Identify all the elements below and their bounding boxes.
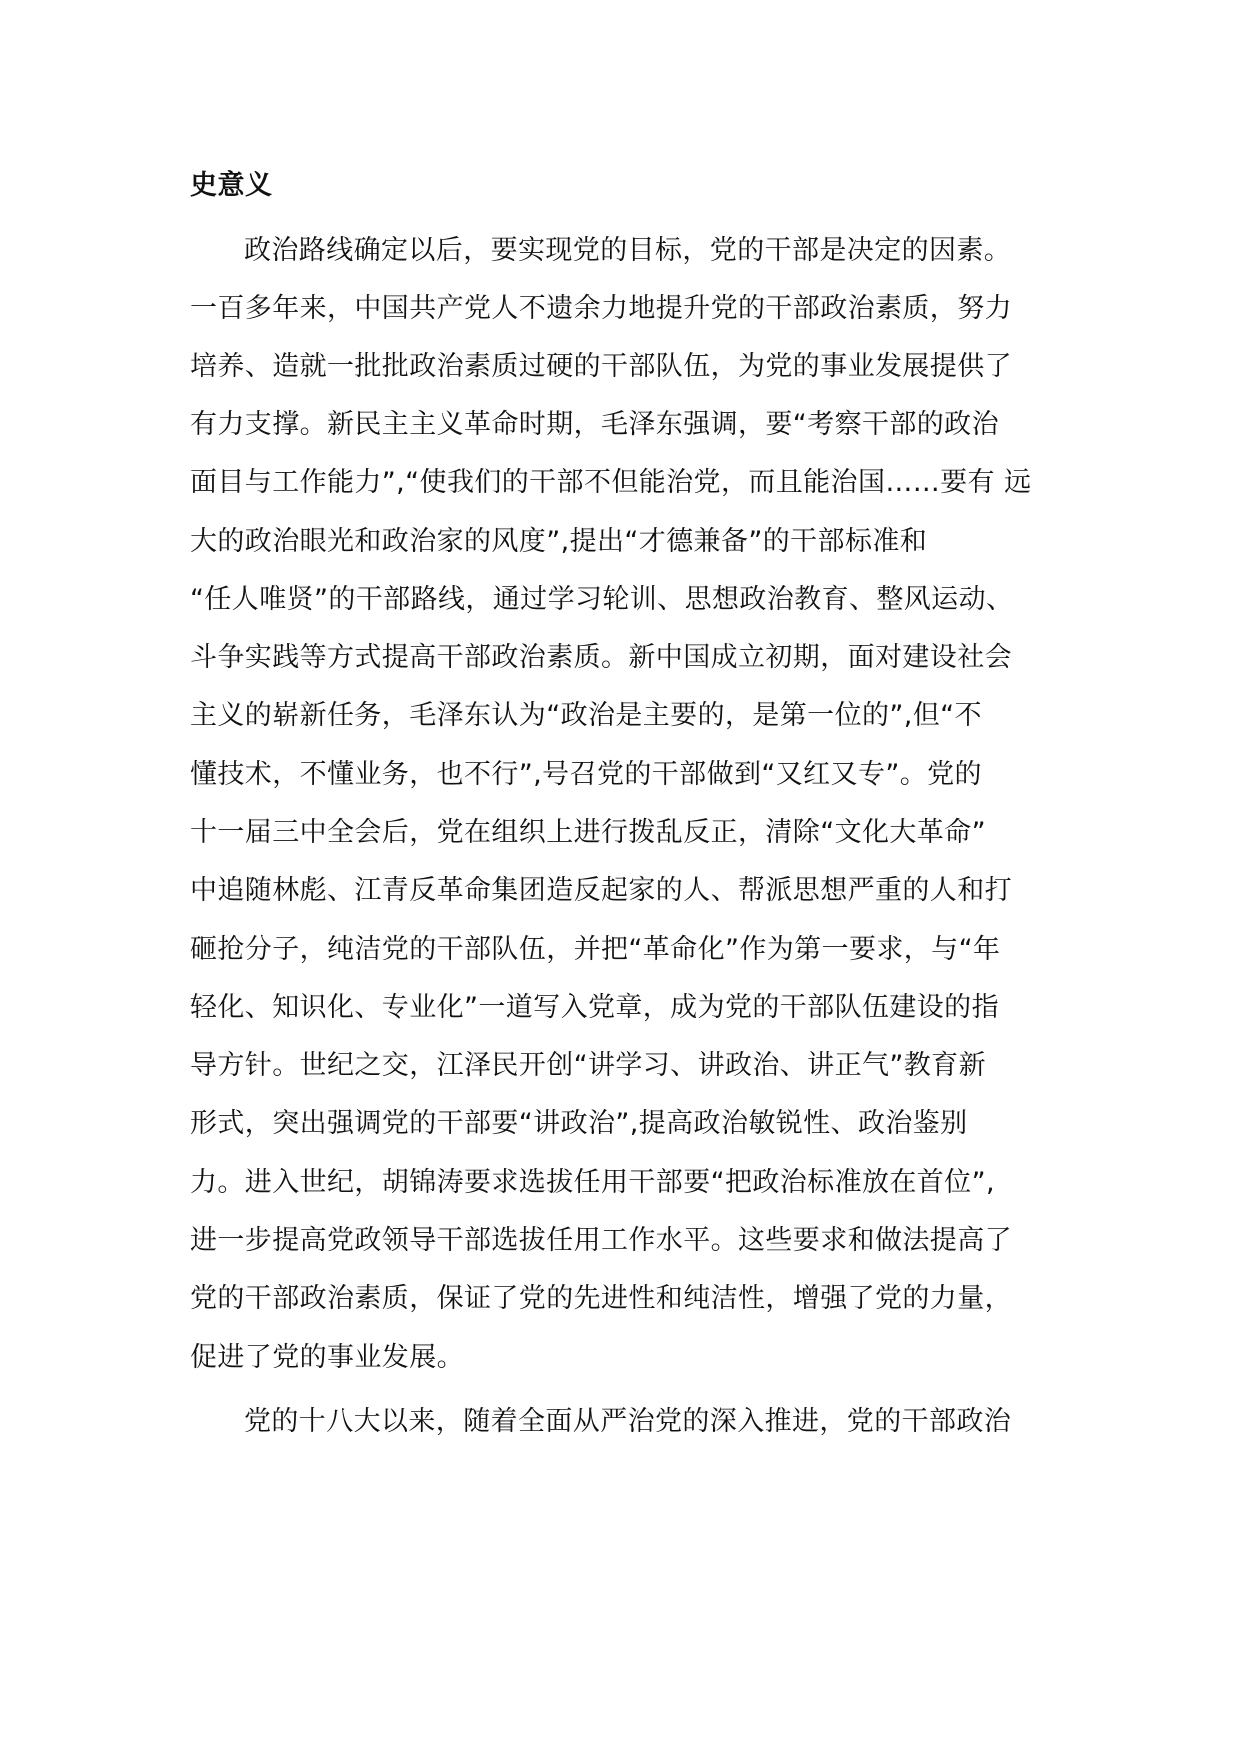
paragraph-line: 主义的崭新任务，毛泽东认为“政治是主要的，是第一位的”,但“不 xyxy=(190,700,982,731)
paragraph-line: 面目与工作能力”,“使我们的干部不但能治党，而且能治国……要有 远 xyxy=(190,467,1032,498)
paragraph-line: 有力支撑。新民主主义革命时期，毛泽东强调，要“考察干部的政治 xyxy=(190,409,999,440)
paragraph-line: 砸抢分子，纯洁党的干部队伍，并把“革命化”作为第一要求，与“年 xyxy=(190,934,1001,965)
paragraph-line: 党的十八大以来，随着全面从严治党的深入推进，党的干部政治 xyxy=(244,1406,1012,1437)
paragraph-line: 中追随林彪、江青反革命集团造反起家的人、帮派思想严重的人和打 xyxy=(190,875,1012,906)
paragraph-line: 导方针。世纪之交，江泽民开创“讲学习、讲政治、讲正气”教育新 xyxy=(190,1050,986,1081)
paragraph-line: 斗争实践等方式提高干部政治素质。新中国成立初期，面对建设社会 xyxy=(190,642,1012,673)
paragraph-line: 进一步提高党政领导干部选拔任用工作水平。这些要求和做法提高了 xyxy=(190,1225,1012,1256)
paragraph-line: 力。进入世纪，胡锦涛要求选拔任用干部要“把政治标准放在首位”, xyxy=(190,1167,995,1198)
paragraph-line: 培养、造就一批批政治素质过硬的干部队伍，为党的事业发展提供了 xyxy=(190,351,1012,382)
paragraph-line: 一百多年来，中国共产党人不遗余力地提升党的干部政治素质，努力 xyxy=(190,293,1012,324)
paragraph-line: 党的干部政治素质，保证了党的先进性和纯洁性，增强了党的力量， xyxy=(190,1283,1012,1314)
paragraph-line: 轻化、知识化、专业化”一道写入党章，成为党的干部队伍建设的指 xyxy=(190,992,999,1023)
paragraph-line: 形式，突出强调党的干部要“讲政治”,提高政治敏锐性、政治鉴别 xyxy=(190,1108,968,1139)
paragraph-line: 十一届三中全会后，党在组织上进行拨乱反正，清除“文化大革命” xyxy=(190,817,986,848)
section-heading: 史意义 xyxy=(190,170,273,201)
paragraph-line: 大的政治眼光和政治家的风度”,提出“才德兼备”的干部标准和 xyxy=(190,526,928,557)
paragraph-line: “任人唯贤”的干部路线，通过学习轮训、思想政治教育、整风运动、 xyxy=(190,584,1014,615)
paragraph-line: 政治路线确定以后，要实现党的目标，党的干部是决定的因素。 xyxy=(244,235,1012,266)
paragraph-line: 促进了党的事业发展。 xyxy=(190,1342,464,1373)
paragraph-line: 懂技术，不懂业务，也不行”,号召党的干部做到“又红又专”。党的 xyxy=(190,759,982,790)
